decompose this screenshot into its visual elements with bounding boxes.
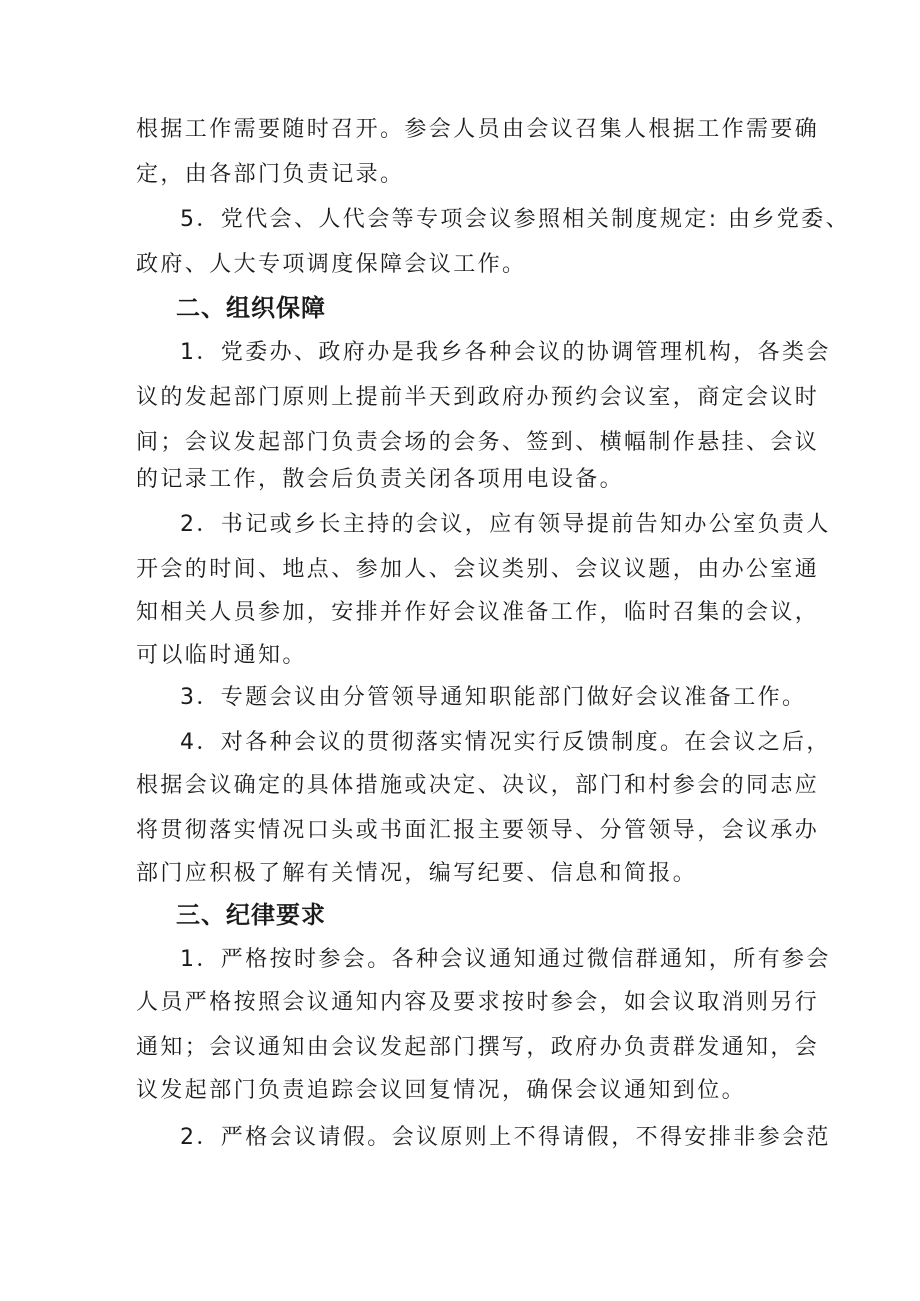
paragraph-line: 1．严格按时参会。各种会议通知通过微信群通知，所有参会 (180, 947, 831, 972)
paragraph-line: 部门应积极了解有关情况，编写纪要、信息和简报。 (136, 861, 698, 886)
paragraph-line: 根据会议确定的具体措施或决定、决议，部门和村参会的同志应 (136, 773, 820, 798)
paragraph-line: 2．严格会议请假。会议原则上不得请假，不得安排非参会范 (180, 1125, 831, 1150)
paragraph-line: 通知；会议通知由会议发起部门撰写，政府办负责群发通知，会 (136, 1035, 820, 1060)
paragraph-line: 定，由各部门负责记录。 (136, 162, 405, 187)
paragraph-line: 间；会议发起部门负责会场的会务、签到、横幅制作悬挂、会议 (136, 430, 820, 455)
paragraph-line: 的记录工作，散会后负责关闭各项用电设备。 (136, 467, 625, 492)
paragraph-line: 议的发起部门原则上提前半天到政府办预约会议室，商定会议时 (136, 385, 820, 410)
paragraph-line: 1．党委办、政府办是我乡各种会议的协调管理机构，各类会 (180, 340, 831, 365)
section-heading-discipline: 三、纪律要求 (176, 901, 326, 929)
paragraph-line: 开会的时间、地点、参加人、会议类别、会议议题，由办公室通 (136, 557, 820, 582)
section-heading-organization: 二、组织保障 (176, 294, 326, 322)
paragraph-line: 2．书记或乡长主持的会议，应有领导提前告知办公室负责人 (180, 512, 831, 537)
paragraph-line: 根据工作需要随时召开。参会人员由会议召集人根据工作需要确 (136, 117, 820, 142)
paragraph-line: 4．对各种会议的贯彻落实情况实行反馈制度。在会议之后， (180, 730, 831, 755)
paragraph-line: 3．专题会议由分管领导通知职能部门做好会议准备工作。 (180, 685, 807, 710)
paragraph-line: 政府、人大专项调度保障会议工作。 (136, 252, 527, 277)
paragraph-line: 5．党代会、人代会等专项会议参照相关制度规定: 由乡党委、 (180, 207, 851, 232)
paragraph-line: 知相关人员参加，安排并作好会议准备工作，临时召集的会议， (136, 600, 820, 625)
paragraph-line: 议发起部门负责追踪会议回复情况，确保会议通知到位。 (136, 1078, 747, 1103)
paragraph-line: 人员严格按照会议通知内容及要求按时参会，如会议取消则另行 (136, 990, 820, 1015)
paragraph-line: 将贯彻落实情况口头或书面汇报主要领导、分管领导，会议承办 (136, 818, 820, 843)
paragraph-line: 可以临时通知。 (136, 643, 307, 668)
